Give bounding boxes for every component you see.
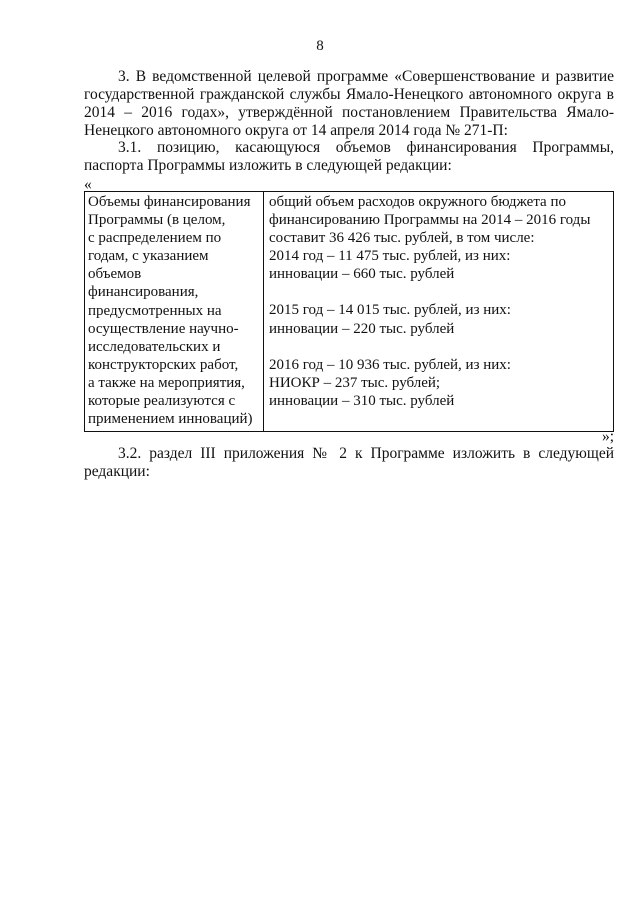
table-row <box>85 192 614 432</box>
spacer <box>269 338 610 356</box>
year-2014-innovation: инновации – 660 тыс. рублей <box>269 266 455 283</box>
year-2015-innovation: инновации – 220 тыс. рублей <box>269 320 455 337</box>
total-budget-line-3: составит 36 426 тыс. рублей, в том числе: <box>269 230 535 247</box>
total-budget-line-1: общий объем расходов окружного бюджета по <box>269 194 566 210</box>
financing-table <box>84 191 614 432</box>
financing-label-cell: Объемы финансирования Программы (в целом, с распределением по годам, с указанием объемов финансирования, предусмотренных на осуществление научно- исследовательских и конструкторских работ, а также на мероприятия, которые реализуются с применением инноваций) <box>85 192 264 432</box>
opening-quote-mark: « <box>84 176 92 193</box>
total-budget-line-2: финансированию Программы на 2014 – 2016 годы <box>269 212 591 229</box>
year-2016-total: 2016 год – 10 936 тыс. рублей, из них: <box>269 356 511 373</box>
financing-values-cell <box>264 192 614 432</box>
page-number: 8 <box>316 38 324 54</box>
year-2014-total: 2014 год – 11 475 тыс. рублей, из них: <box>269 248 511 265</box>
year-2016-innovation: инновации – 310 тыс. рублей <box>269 392 455 409</box>
paragraph-amendment-intro: 3. В ведомственной целевой программе «Совершенствование и развитие государственной гражданской службы Ямало-Ненецкого автономного округа в 2014 – 2016 годах», утверждённой постановлением Правительства Ямало-Ненецкого автономного округа от 14 апреля 2014 года № 271-П: <box>84 68 614 139</box>
year-2015-total: 2015 год – 14 015 тыс. рублей, из них: <box>269 302 511 319</box>
paragraph-item-3-1: 3.1. позицию, касающуюся объемов финансирования Программы, паспорта Программы изложить в следующей редакции: <box>84 139 614 174</box>
spacer <box>269 283 610 301</box>
year-2016-niokr: НИОКР – 237 тыс. рублей; <box>269 374 441 391</box>
closing-quote-mark: »; <box>601 428 614 445</box>
paragraph-item-3-2: 3.2. раздел III приложения № 2 к Программе изложить в следующей редакции: <box>84 445 614 480</box>
